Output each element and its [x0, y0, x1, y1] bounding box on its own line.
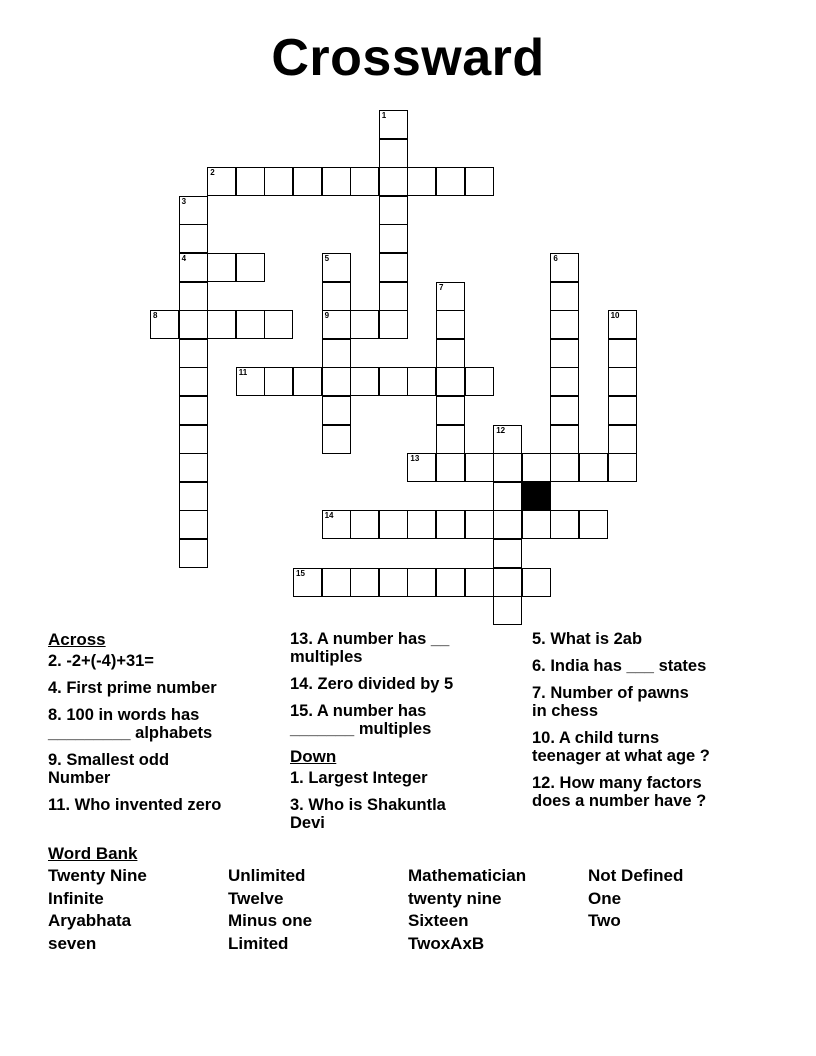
word-bank-item: Mathematician — [408, 866, 527, 885]
grid-cell[interactable] — [322, 167, 351, 196]
clue-down-7: 7. Number of pawns in chess — [532, 684, 689, 720]
grid-cell[interactable] — [379, 167, 408, 196]
word-bank-item: Two — [588, 911, 621, 930]
cell-number: 3 — [181, 196, 187, 206]
clue-down-6: 6. India has ___ states — [532, 657, 707, 675]
grid-cell[interactable] — [179, 339, 208, 368]
grid-cell[interactable] — [608, 396, 637, 425]
grid-cell[interactable] — [493, 539, 522, 568]
word-bank-item: Infinite — [48, 888, 104, 908]
grid-cell[interactable] — [322, 339, 351, 368]
grid-cell[interactable] — [379, 510, 408, 539]
clue-across-4: 4. First prime number — [48, 679, 217, 697]
grid-cell[interactable] — [379, 367, 408, 396]
clue-across-15: 15. A number has _______ multiples — [290, 702, 432, 738]
word-bank-heading: Word Bank — [48, 844, 138, 863]
grid-cell[interactable] — [407, 167, 436, 196]
grid-cell[interactable] — [608, 425, 637, 454]
grid-cell[interactable] — [550, 253, 579, 282]
grid-cell[interactable] — [350, 167, 379, 196]
cell-number: 14 — [324, 511, 334, 521]
cell-number: 2 — [210, 168, 215, 178]
clue-across-8: 8. 100 in words has _________ alphabets — [48, 706, 213, 742]
grid-cell[interactable] — [293, 167, 322, 196]
grid-cell[interactable] — [436, 310, 465, 339]
grid-cell[interactable] — [293, 367, 322, 396]
grid-cell[interactable] — [322, 367, 351, 396]
grid-cell[interactable] — [379, 282, 408, 311]
grid-cell[interactable] — [493, 453, 522, 482]
grid-cell[interactable] — [493, 568, 522, 597]
clue-across-2: 2. -2+(-4)+31= — [48, 652, 154, 670]
clue-down-3: 3. Who is Shakuntla Devi — [290, 796, 446, 832]
grid-cell[interactable] — [608, 367, 637, 396]
word-bank-item: TwoxAxB — [408, 933, 485, 953]
grid-cell[interactable] — [322, 510, 351, 539]
grid-cell[interactable] — [522, 510, 551, 539]
cell-number: 6 — [553, 254, 558, 263]
word-bank-item: Minus one — [228, 911, 313, 930]
word-bank-item — [588, 934, 768, 957]
cell-number: 5 — [324, 254, 330, 263]
grid-cell[interactable] — [179, 453, 208, 482]
down-heading: Down — [290, 747, 337, 766]
cell-number: 11 — [238, 368, 248, 378]
grid-cell[interactable] — [236, 253, 265, 282]
grid-cell[interactable] — [436, 425, 465, 454]
grid-cell[interactable] — [465, 367, 494, 396]
grid-cell[interactable] — [379, 110, 408, 139]
black-cell — [522, 482, 551, 511]
cell-number: 10 — [610, 311, 620, 321]
grid-cell[interactable] — [350, 510, 379, 539]
clue-across-9: 9. Smallest odd Number — [48, 751, 170, 787]
grid-cell[interactable] — [550, 310, 579, 339]
word-bank-item: Twenty Nine — [48, 866, 147, 885]
grid-cell[interactable] — [179, 510, 208, 539]
clue-down-1: 1. Largest Integer — [290, 769, 428, 787]
grid-cell[interactable] — [465, 510, 494, 539]
grid-cell[interactable] — [207, 310, 236, 339]
cell-number: 4 — [181, 254, 187, 263]
grid-cell[interactable] — [350, 367, 379, 396]
cell-number: 13 — [410, 454, 420, 464]
grid-cell[interactable] — [179, 310, 208, 339]
grid-cell[interactable] — [207, 253, 236, 282]
clue-across-11: 11. Who invented zero — [48, 796, 222, 814]
grid-cell[interactable] — [465, 568, 494, 597]
grid-cell[interactable] — [493, 596, 522, 625]
grid-cell[interactable] — [350, 310, 379, 339]
grid-cell[interactable] — [550, 396, 579, 425]
grid-cell[interactable] — [379, 310, 408, 339]
across-heading: Across — [48, 630, 106, 649]
grid-cell[interactable] — [608, 339, 637, 368]
grid-cell[interactable] — [493, 425, 522, 454]
clue-down-12: 12. How many factors does a number have ? — [532, 774, 707, 810]
grid-cell[interactable] — [493, 510, 522, 539]
grid-cell[interactable] — [465, 167, 494, 196]
grid-cell[interactable] — [436, 367, 465, 396]
clue-across-14: 14. Zero divided by 5 — [290, 675, 454, 693]
cell-number: 9 — [324, 311, 330, 321]
grid-cell[interactable] — [179, 282, 208, 311]
grid-cell[interactable] — [236, 167, 265, 196]
grid-cell[interactable] — [550, 453, 579, 482]
grid-cell[interactable] — [550, 425, 579, 454]
cell-number: 12 — [496, 425, 506, 435]
grid-cell[interactable] — [236, 367, 265, 396]
grid-cell[interactable] — [550, 339, 579, 368]
grid-cell[interactable] — [436, 339, 465, 368]
grid-cell[interactable] — [379, 224, 408, 253]
grid-cell[interactable] — [379, 568, 408, 597]
cell-number: 1 — [381, 111, 387, 120]
grid-cell[interactable] — [150, 310, 179, 339]
grid-cell[interactable] — [522, 453, 551, 482]
grid-cell[interactable] — [407, 453, 436, 482]
grid-cell[interactable] — [436, 167, 465, 196]
word-bank-item: Twelve — [228, 888, 284, 908]
grid-cell[interactable] — [550, 367, 579, 396]
grid-cell[interactable] — [207, 167, 236, 196]
word-bank-item: Aryabhata — [48, 911, 132, 930]
grid-cell[interactable] — [350, 568, 379, 597]
grid-cell[interactable] — [179, 196, 208, 225]
grid-cell[interactable] — [436, 396, 465, 425]
grid-cell[interactable] — [179, 482, 208, 511]
grid-cell[interactable] — [379, 196, 408, 225]
cell-number: 15 — [296, 568, 305, 578]
grid-cell[interactable] — [179, 367, 208, 396]
grid-cell[interactable] — [322, 425, 351, 454]
grid-cell[interactable] — [293, 568, 322, 597]
grid-cell[interactable] — [322, 396, 351, 425]
grid-cell[interactable] — [264, 310, 293, 339]
grid-cell[interactable] — [179, 539, 208, 568]
grid-cell[interactable] — [522, 568, 551, 597]
clues-column-3 — [532, 630, 782, 819]
grid-cell[interactable] — [179, 253, 208, 282]
grid-cell[interactable] — [179, 396, 208, 425]
grid-cell[interactable] — [465, 453, 494, 482]
grid-cell[interactable] — [322, 282, 351, 311]
grid-cell[interactable] — [179, 224, 208, 253]
word-bank-item: One — [588, 888, 622, 908]
cell-number: 7 — [439, 282, 444, 292]
grid-cell[interactable] — [579, 510, 608, 539]
word-bank-item: Limited — [228, 933, 289, 953]
grid-cell[interactable] — [579, 453, 608, 482]
grid-cell[interactable] — [550, 510, 579, 539]
grid-cell[interactable] — [236, 310, 265, 339]
grid-cell[interactable] — [608, 453, 637, 482]
grid-cell[interactable] — [407, 510, 436, 539]
clues-column-2 — [290, 630, 520, 841]
word-bank-item: Sixteen — [408, 911, 469, 930]
grid-cell[interactable] — [436, 453, 465, 482]
grid-cell[interactable] — [322, 568, 351, 597]
cell-number: 8 — [153, 311, 158, 321]
word-bank-item: Unlimited — [228, 866, 306, 885]
grid-cell[interactable] — [493, 482, 522, 511]
grid-cell[interactable] — [379, 139, 408, 168]
grid-cell[interactable] — [436, 568, 465, 597]
grid-cell[interactable] — [436, 510, 465, 539]
grid-cell[interactable] — [179, 425, 208, 454]
grid-cell[interactable] — [608, 310, 637, 339]
grid-cell[interactable] — [264, 167, 293, 196]
word-bank-item: Not Defined — [588, 866, 684, 885]
word-bank-item: seven — [48, 933, 97, 953]
grid-cell[interactable] — [550, 282, 579, 311]
clue-down-5: 5. What is 2ab — [532, 630, 643, 648]
clues-column-1 — [48, 630, 278, 823]
grid-cell[interactable] — [322, 253, 351, 282]
grid-cell[interactable] — [407, 568, 436, 597]
puzzle-title: Crossward — [271, 29, 545, 87]
word-bank-item: twenty nine — [408, 888, 502, 908]
clue-across-13: 13. A number has __ multiples — [290, 630, 450, 666]
word-bank — [48, 866, 768, 956]
grid-cell[interactable] — [264, 367, 293, 396]
clue-down-10: 10. A child turns teenager at what age ? — [532, 729, 710, 765]
grid-cell[interactable] — [407, 367, 436, 396]
grid-cell[interactable] — [379, 253, 408, 282]
grid-cell[interactable] — [322, 310, 351, 339]
grid-cell[interactable] — [436, 282, 465, 311]
